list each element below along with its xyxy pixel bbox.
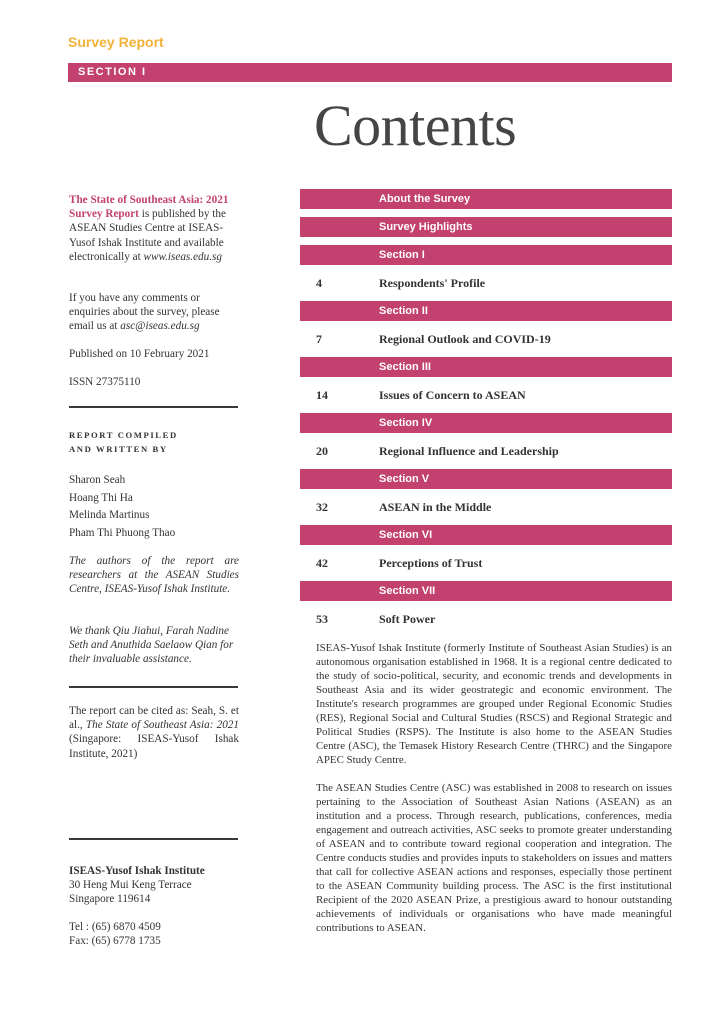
website-link[interactable]: www.iseas.edu.sg xyxy=(143,250,222,263)
authors-note: The authors of the report are researchers at the ASEAN Studies Centre, ISEAS-Yusof Ishak Institute. xyxy=(69,555,239,596)
email-link[interactable]: asc@iseas.edu.sg xyxy=(120,320,200,333)
intro-text: is published by the ASEAN Studies Centre at ISEAS-Yusof Ishak Institute and available electronically at xyxy=(69,208,226,263)
publication-info xyxy=(69,193,239,264)
toc-section-7[interactable] xyxy=(300,581,672,601)
toc-bar-label: Section VII xyxy=(379,585,436,597)
toc-entry-title[interactable]: Regional Influence and Leadership xyxy=(379,444,559,458)
toc-bar-label: Section III xyxy=(379,361,431,373)
fax: Fax: (65) 6778 1735 xyxy=(69,935,161,948)
toc-bar-label: Section IV xyxy=(379,417,433,429)
citation-text: The report can be cited as: Seah, S. et al., xyxy=(69,705,239,732)
toc-bar-label: Section V xyxy=(379,473,430,485)
contact-block xyxy=(69,920,239,948)
divider xyxy=(69,406,238,408)
citation-title: The State of Southeast Asia: 2021 xyxy=(85,719,239,732)
enquiries-info xyxy=(69,291,239,334)
toc-section-5[interactable] xyxy=(300,469,672,489)
toc-section-3[interactable] xyxy=(300,357,672,377)
section-banner-label: SECTION I xyxy=(78,66,147,78)
author-name: Hoang Thi Ha xyxy=(69,491,133,504)
divider xyxy=(69,686,238,688)
divider xyxy=(69,838,238,840)
toc-entry-title[interactable]: Soft Power xyxy=(379,612,436,626)
address-line: 30 Heng Mui Keng Terrace xyxy=(69,879,192,892)
toc-page-number: 32 xyxy=(316,500,328,514)
page-title: Contents xyxy=(314,93,517,158)
toc-section-4[interactable] xyxy=(300,413,672,433)
address-line: Singapore 119614 xyxy=(69,893,151,906)
toc-bar-label: Section I xyxy=(379,249,425,261)
org-name: ISEAS-Yusof Ishak Institute xyxy=(69,865,205,877)
issn: ISSN 27375110 xyxy=(69,376,141,388)
asc-description: The ASEAN Studies Centre (ASC) was established in 2008 to research on issues pertaining to the Association of Southeast Asian Nations (ASEAN) as an institution and a process. Through research, publications, conferences, media engagement and outreach activities, ASC seeks to promote greater understanding of ASEAN and to contribute toward regional cooperation and integration. The Centre conducts studies and provides inputs to stakeholders on issues and matters that call for collective ASEAN actions and responses, especially those pertinent to the ASEAN Community building process. The ASC is the first institutional Recipient of the 2020 ASEAN Prize, a prestigious award to honour outstanding achievements of individuals or organisations who have made meaningful contributions to ASEAN. xyxy=(316,782,672,934)
iseas-description: ISEAS-Yusof Ishak Institute (formerly Institute of Southeast Asian Studies) is an autonomous organisation established in 1968. It is a regional centre dedicated to the study of socio-political, security, and economic trends and developments in Southeast Asia and its wider geostrategic and economic environment. The Institute's research programmes are grouped under Regional Economic Studies (RES), Regional Social and Cultural Studies (RSCS) and Regional Strategic and Political Studies (RSPS). The Institute is also home to the ASEAN Studies Centre (ASC), the Temasek History Research Centre (THRC) and the Singapore APEC Study Centre. xyxy=(316,642,672,766)
toc-bar-label: Section VI xyxy=(379,529,433,541)
published-date: Published on 10 February 2021 xyxy=(69,348,210,360)
author-name: Sharon Seah xyxy=(69,474,126,486)
author-list xyxy=(69,472,239,543)
report-kicker: Survey Report xyxy=(68,34,164,50)
compiled-by-line1: REPORT COMPILED xyxy=(69,430,178,440)
address-block xyxy=(69,864,239,907)
citation-publisher: (Singapore: ISEAS-Yusof Ishak Institute, 2021) xyxy=(69,733,239,760)
section-banner xyxy=(68,63,672,82)
toc-survey-highlights[interactable] xyxy=(300,217,672,237)
compiled-by-line2: AND WRITTEN BY xyxy=(69,444,168,454)
telephone: Tel : (65) 6870 4509 xyxy=(69,921,161,933)
report-title-link[interactable]: The State of Southeast Asia: 2021 Survey Report xyxy=(69,194,229,221)
toc-entry-title[interactable]: Perceptions of Trust xyxy=(379,556,483,570)
toc-page-number: 42 xyxy=(316,556,328,570)
toc-page-number: 4 xyxy=(316,276,322,290)
enquiries-text: If you have any comments or enquiries about the survey, please email us at xyxy=(69,292,220,333)
toc-about-survey[interactable] xyxy=(300,189,672,209)
citation xyxy=(69,704,239,761)
toc-page-number: 7 xyxy=(316,332,322,346)
author-name: Pham Thi Phuong Thao xyxy=(69,527,176,540)
toc-bar-label: About the Survey xyxy=(379,193,471,205)
toc-entry-title[interactable]: Issues of Concern to ASEAN xyxy=(379,388,526,402)
toc-bar-label: Section II xyxy=(379,305,428,317)
toc-section-1[interactable] xyxy=(300,245,672,265)
toc-entry-title[interactable]: Regional Outlook and COVID-19 xyxy=(379,332,551,346)
toc-bar-label: Survey Highlights xyxy=(379,221,473,233)
toc-entry-title[interactable]: Respondents' Profile xyxy=(379,276,486,290)
toc-page-number: 20 xyxy=(316,444,328,458)
toc-section-2[interactable] xyxy=(300,301,672,321)
compiled-by-heading xyxy=(69,428,239,456)
thanks-note: We thank Qiu Jiahui, Farah Nadine Seth and Anuthida Saelaow Qian for their invaluable assistance. xyxy=(69,625,234,666)
author-name: Melinda Martinus xyxy=(69,509,150,522)
toc-page-number: 53 xyxy=(316,612,328,626)
toc-page-number: 14 xyxy=(316,388,328,402)
toc-section-6[interactable] xyxy=(300,525,672,545)
toc-entry-title[interactable]: ASEAN in the Middle xyxy=(379,500,492,514)
